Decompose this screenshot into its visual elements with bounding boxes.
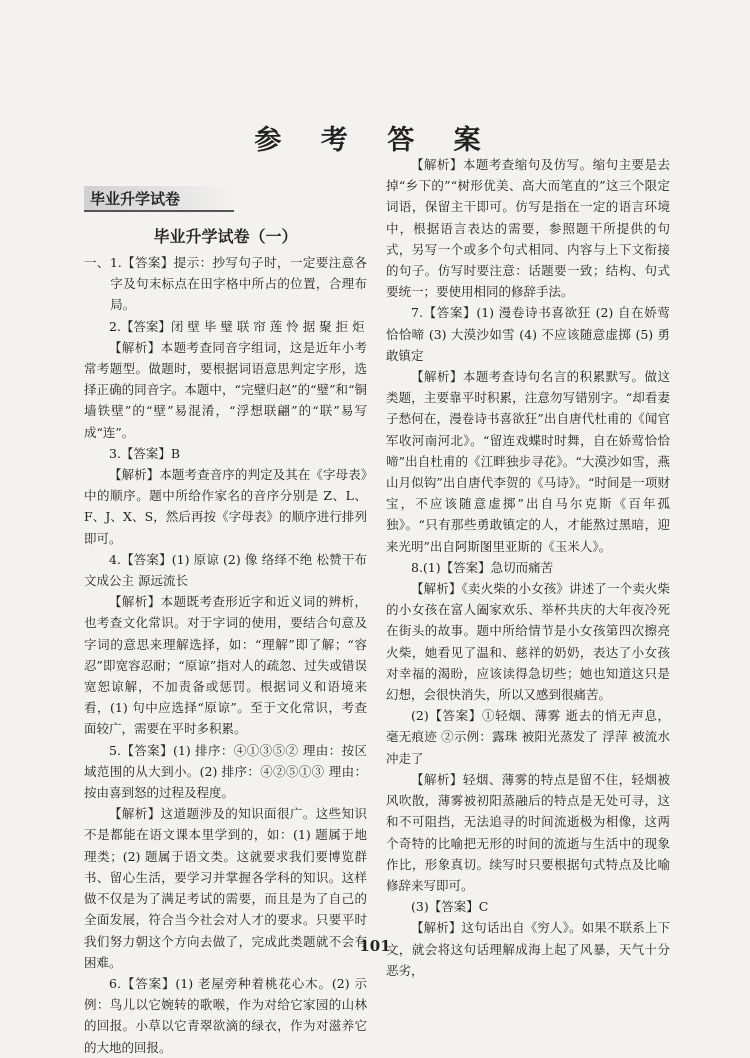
answer-paragraph: 4.【答案】(1) 原谅 (2) 像 络绎不绝 松赞干布 文成公主 源远流长 bbox=[84, 551, 367, 589]
page-title: 参 考 答 案 bbox=[254, 125, 496, 156]
answer-paragraph: 5.【答案】(1) 排序：④①③⑤② 理由：按区域范围的从大到小。(2) 排序：④②⑤①③ 理由：按由喜到怒的过程及程度。 bbox=[84, 742, 367, 801]
analysis-paragraph: 【解析】本题考查诗句名言的积累默写。做这类题，主要靠平时积累，注意勿写错别字。“却看妻子愁何在，漫卷诗书喜欲狂”出自唐代杜甫的《闻官军收河南河北》。“留连戏蝶时时舞，自在娇莺恰恰啼”出自杜甫的《江畔独步寻花》。“大漠沙如雪，燕山月似钩”出自唐代李贺的《马诗》。“时间是一项财宝，不应该随意虚掷”出自马尔克斯《百年孤独》。“只有那些勇敢镇定的人，才能熬过黑暗，迎来光明”出自阿斯图里亚斯的《玉米人》。 bbox=[386, 369, 670, 554]
section-tab bbox=[84, 186, 234, 212]
answer-paragraph: 8.(1)【答案】急切而痛苦 bbox=[411, 559, 554, 575]
answer-paragraph: 3.【答案】B bbox=[109, 445, 181, 461]
answer-paragraph: (2)【答案】①轻烟、薄雾 逝去的悄无声息，毫无痕迹 ②示例：露珠 被阳光蒸发了 浮萍 被流水冲走了 bbox=[386, 708, 670, 766]
analysis-paragraph: 【解析】轻烟、薄雾的特点是留不住，轻烟被风吹散，薄雾被初阳蒸融后的特点是无处可寻，这和不可阻挡，无法追寻的时间流逝极为相像，这两个奇特的比喻把无形的时间的流逝与生活中的现象作比，形象真切。续写时只要根据句式特点及比喻修辞来写即可。 bbox=[386, 771, 670, 893]
analysis-paragraph: 【解析】本题考查缩句及仿写。缩句主要是去掉“乡下的”“树形优美、高大而笔直的”这三个限定词语，保留主干即可。仿写是指在一定的语言环境中，根据语言表达的需要，参照题干所提供的句式，另写一个或多个句式相同、内容与上下文衔接的句子。仿写时要注意：话题要一致；结构、句式要统一；要使用相同的修辞手法。 bbox=[386, 157, 670, 300]
answer-paragraph: 6.【答案】(1) 老屋旁种着桃花心木。(2) 示例：鸟儿以它婉转的歌喉，作为对给它家园的山林的回报。小草以它青翠欲滴的绿衣，作为对滋养它的大地的回报。 bbox=[84, 975, 367, 1055]
right-column bbox=[386, 154, 670, 981]
analysis-paragraph: 【解析】本题既考查形近字和近义词的辨析，也考查文化常识。对于字词的使用，要结合句意及字词的意思来理解选择，如：“理解”即了解；“容忍”即宽容忍耐；“原谅”指对人的疏忽、过失或错误宽恕谅解，不加责备或惩罚。根据词义和语境来看，(1) 句中应选择“原谅”。至于文化常识，考查面较广，需要在平时多积累。 bbox=[84, 594, 367, 737]
page-number: 101 bbox=[359, 937, 391, 955]
answer-paragraph: 2.【答案】闭 壁 毕 璧 联 帘 莲 怜 据 聚 拒 炬 bbox=[109, 318, 365, 334]
exam-subtitle: 毕业升学试卷（一） bbox=[153, 227, 298, 246]
section-label: 毕业升学试卷 bbox=[90, 190, 181, 208]
analysis-paragraph: 【解析】本题考查音序的判定及其在《字母表》中的顺序。题中所给作家名的音序分别是 Z、L、F、J、X、S，然后再按《字母表》的顺序进行排列即可。 bbox=[84, 467, 367, 546]
analysis-paragraph: 【解析】本题考查同音字组词，这是近年小考常考题型。做题时，要根据词语意思判定字形，选择正确的同音字。本题中，“完璧归赵”的“璧”和“铜墙铁壁”的“壁”易混淆，“浮想联翩”的“联”易写成“连”。 bbox=[84, 339, 367, 440]
analysis-paragraph: 【解析】这句话出自《穷人》。如果不联系上下文，就会将这句话理解成海上起了风暴，天气十分恶劣， bbox=[386, 920, 670, 978]
left-column bbox=[84, 224, 367, 1058]
analysis-paragraph: 【解析】这道题涉及的知识面很广。这些知识不是都能在语文课本里学到的，如：(1) 题属于地理类；(2) 题属于语文类。这就要求我们要博览群书、留心生活，要学习并掌握各学科的知识。这样做不仅是为了满足考试的需要，而且是为了自己的全面发展，符合当今社会对人才的要求。只要平时我们努力朝这个方向去做了，完成此类题就不会有困难。 bbox=[84, 806, 367, 970]
analysis-paragraph: 【解析】《卖火柴的小女孩》讲述了一个卖火柴的小女孩在富人阖家欢乐、举杯共庆的大年夜冷死在街头的故事。题中所给情节是小女孩第四次擦亮火柴，她看见了温和、慈祥的奶奶，表达了小女孩对幸福的渴盼，应该读得急切些；她也知道这只是幻想，会很快消失，所以又感到很痛苦。 bbox=[386, 581, 670, 703]
answer-paragraph: (3)【答案】C bbox=[411, 899, 489, 915]
answer-paragraph: 7.【答案】(1) 漫卷诗书喜欲狂 (2) 自在娇莺恰恰啼 (3) 大漠沙如雪 (4) 不应该随意虚掷 (5) 勇敢镇定 bbox=[386, 305, 670, 363]
answer-paragraph: 一、1.【答案】提示：抄写句子时，一定要注意各字及句末标点在田字格中所占的位置，合理布局。 bbox=[84, 255, 367, 313]
